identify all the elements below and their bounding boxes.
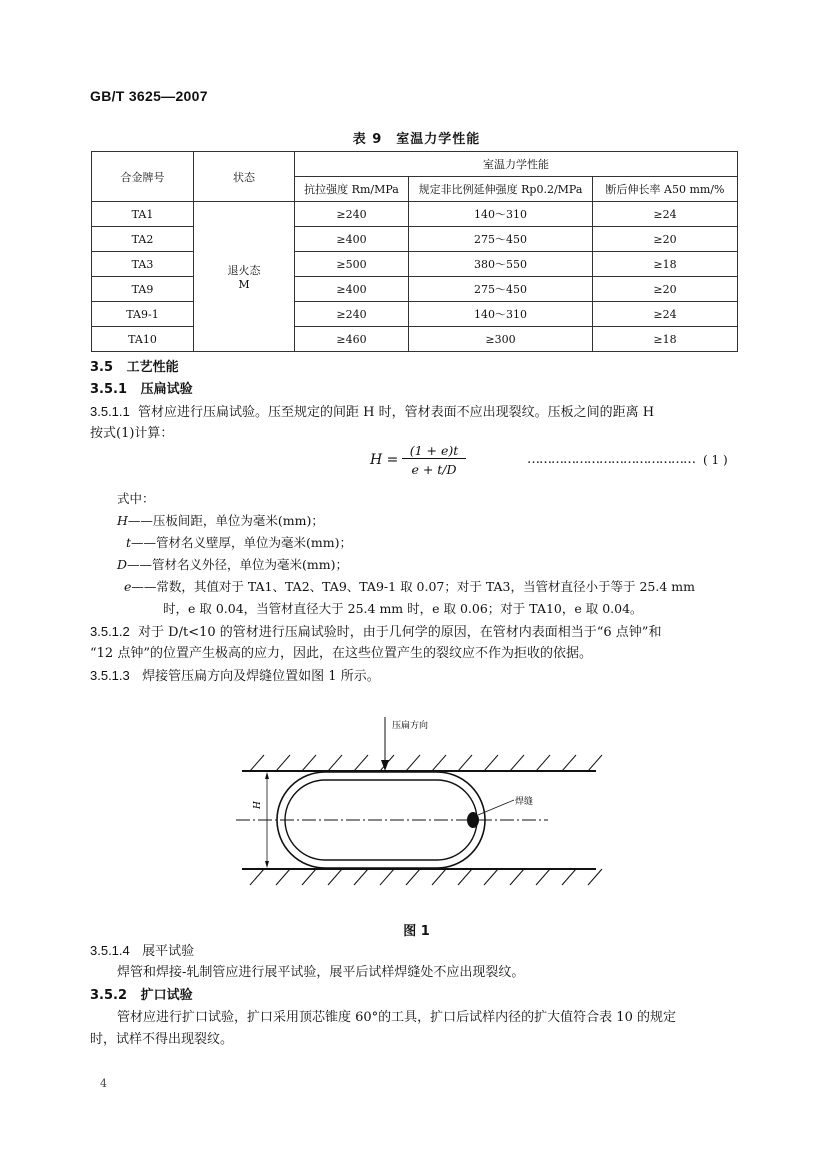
where-intro: 式中： [117, 491, 155, 506]
cell-alloy: TA9 [92, 277, 194, 302]
clause-3-5-1-2 [90, 621, 750, 643]
cell-state [194, 202, 295, 352]
header-alloy: 合金牌号 [92, 152, 194, 202]
definition-H [117, 511, 324, 529]
top-plate-hatch [250, 755, 602, 771]
cell-tensile: ≥400 [295, 227, 409, 252]
table-row [92, 302, 738, 327]
table-row [92, 327, 738, 352]
direction-label: 压扁方向 [392, 721, 429, 731]
cell-yield: ≥300 [409, 327, 593, 352]
formula-numerator: (1 + e)t [402, 443, 466, 459]
table-row [92, 227, 738, 252]
clause-line: 按式(1)计算： [90, 426, 174, 441]
definition-text: ——压板间距，单位为毫米(mm)； [127, 513, 324, 528]
clause-title: 展平试验 [142, 944, 195, 959]
cell-tensile: ≥500 [295, 252, 409, 277]
symbol: e [124, 579, 132, 594]
cell-alloy: TA1 [92, 202, 194, 227]
cell-yield: 275～450 [409, 277, 593, 302]
weld-mark [467, 812, 479, 828]
definition-e-continued: 时，e 取 0.04，当管材直径大于 25.4 mm 时，e 取 0.06；对于 TA10，e 取 0.04。 [163, 601, 643, 616]
header-tensile: 抗拉强度 Rm/MPa [295, 177, 409, 202]
cell-elongation: ≥24 [593, 202, 738, 227]
bottom-plate-hatch [250, 869, 602, 885]
cell-elongation: ≥20 [593, 277, 738, 302]
clause-line: 时，试样不得出现裂纹。 [90, 1032, 234, 1047]
section-title: 工艺性能 [126, 360, 179, 375]
cell-elongation: ≥18 [593, 327, 738, 352]
cell-alloy: TA9-1 [92, 302, 194, 327]
direction-arrow-head [381, 760, 389, 771]
standard-header: GB/T 3625—2007 [90, 88, 208, 104]
state-code: M [238, 278, 250, 291]
clause-line: “12 点钟”的位置产生极高的应力，因此，在这些位置产生的裂纹应不作为拒收的依据。 [90, 646, 592, 661]
section-3-5-2 [90, 985, 193, 1006]
formula-number: ( 1 ) [703, 453, 728, 467]
cell-alloy: TA10 [92, 327, 194, 352]
section-3-5-1 [90, 379, 193, 400]
definition-t [126, 533, 352, 551]
state-annealed: 退火态 [227, 264, 261, 277]
section-number: 3.5 [90, 360, 114, 375]
formula-lhs: H = [370, 452, 399, 468]
h-arrow-top [265, 772, 269, 779]
section-number: 3.5.1 [90, 382, 128, 397]
clause-number: 3.5.1.2 [90, 624, 130, 639]
cell-alloy: TA2 [92, 227, 194, 252]
mechanical-properties-table [91, 151, 738, 352]
clause-number: 3.5.1.1 [90, 404, 130, 419]
header-group: 室温力学性能 [295, 152, 738, 177]
header-yield: 规定非比例延伸强度 Rp0.2/MPa [409, 177, 593, 202]
cell-yield: 380～550 [409, 252, 593, 277]
table-caption: 表 9 室温力学性能 [352, 132, 481, 147]
symbol: H [117, 513, 128, 528]
table-row [92, 277, 738, 302]
cell-alloy: TA3 [92, 252, 194, 277]
clause-number: 3.5.1.4 [90, 943, 130, 958]
cell-tensile: ≥240 [295, 202, 409, 227]
cell-tensile: ≥400 [295, 277, 409, 302]
cell-yield: 140～310 [409, 302, 593, 327]
formula-denominator: e + t/D [411, 462, 457, 477]
cell-tensile: ≥240 [295, 302, 409, 327]
definition-e [124, 577, 695, 595]
definition-text: ——管材名义外径，单位为毫米(mm)； [127, 557, 348, 572]
clause-text: 焊接管压扁方向及焊缝位置如图 1 所示。 [142, 669, 380, 684]
cell-elongation: ≥24 [593, 302, 738, 327]
definition-text: ——管材名义壁厚，单位为毫米(mm)； [131, 535, 352, 550]
formula-leader: …………………………………… [527, 452, 695, 467]
cell-elongation: ≥18 [593, 252, 738, 277]
symbol: D [117, 557, 128, 572]
section-title: 扩口试验 [140, 988, 193, 1003]
clause-3-5-1-3 [90, 665, 380, 687]
figure-caption: 图 1 [403, 924, 430, 939]
table-row [92, 202, 738, 227]
clause-number: 3.5.1.3 [90, 668, 130, 683]
clause-line: 管材应进行扩口试验，扩口采用顶芯锥度 60°的工具，扩口后试样内径的扩大值符合表 10 的规定 [117, 1010, 676, 1025]
section-title: 压扁试验 [140, 382, 193, 397]
clause-3-5-1-4 [90, 940, 194, 962]
h-label: H [253, 801, 263, 809]
h-arrow-bottom [265, 861, 269, 868]
cell-elongation: ≥20 [593, 227, 738, 252]
cell-tensile: ≥460 [295, 327, 409, 352]
clause-line: 对于 D/t<10 的管材进行压扁试验时，由于几何学的原因，在管材内表面相当于“6 点钟”和 [138, 625, 662, 640]
definition-text: ——常数，其值对于 TA1、TA2、TA9、TA9-1 取 0.07；对于 TA3，当管材直径小于等于 25.4 mm [131, 579, 695, 594]
cell-yield: 275～450 [409, 227, 593, 252]
header-elongation: 断后伸长率 A50 mm/% [593, 177, 738, 202]
page-number: 4 [100, 1077, 107, 1090]
section-3-5 [90, 357, 179, 378]
header-state: 状态 [194, 152, 295, 202]
symbol: t [126, 535, 132, 550]
clause-line: 管材应进行压扁试验。压至规定的间距 H 时，管材表面不应出现裂纹。压板之间的距离 H [138, 405, 655, 420]
definition-D [117, 555, 348, 573]
flattening-diagram [230, 705, 610, 905]
table-row [92, 252, 738, 277]
clause-3-5-1-1 [90, 401, 750, 423]
clause-text: 焊管和焊接-轧制管应进行展平试验，展平后试样焊缝处不应出现裂纹。 [117, 965, 525, 980]
weld-label: 焊缝 [515, 797, 534, 807]
section-number: 3.5.2 [90, 988, 128, 1003]
cell-yield: 140～310 [409, 202, 593, 227]
